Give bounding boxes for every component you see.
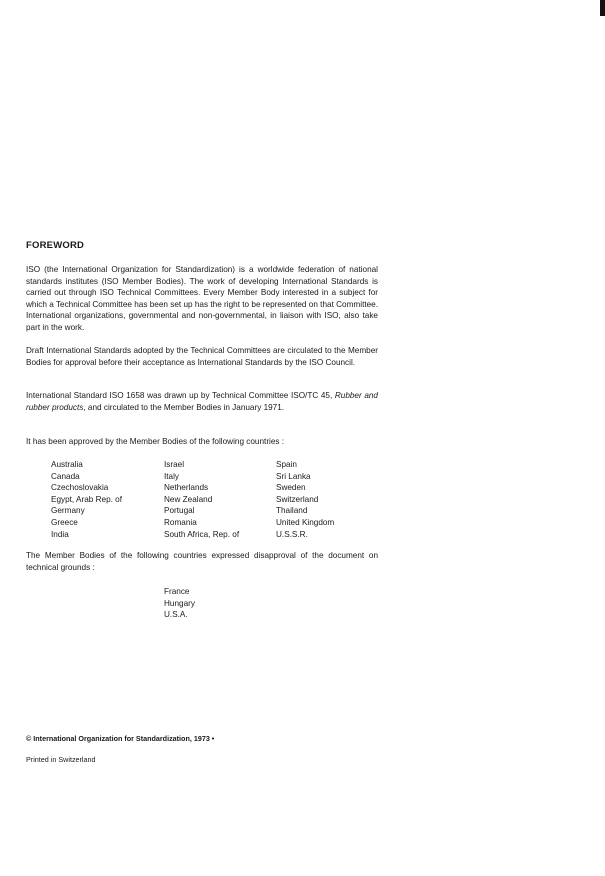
disapproving-countries-list — [164, 586, 195, 621]
printed-notice: Printed in Switzerland — [26, 755, 96, 764]
country-name: Portugal — [164, 506, 195, 516]
paragraph-standard-origin-end: , and circulated to the Member Bodies in January 1971. — [83, 402, 285, 412]
foreword-heading: FOREWORD — [26, 240, 85, 251]
paragraph-standard-origin — [26, 390, 378, 413]
country-name: South Africa, Rep. of — [164, 529, 240, 539]
approving-countries-column-1 — [51, 459, 122, 540]
country-name: Australia — [51, 460, 83, 469]
country-name: Sweden — [276, 483, 306, 493]
paragraph-draft-standards: Draft International Standards adopted by the Technical Committees are circulated to the Member Bodies for approval before their acceptance as International Standards by the ISO Council. — [26, 346, 378, 367]
country-name: Germany — [51, 506, 85, 516]
country-name: Italy — [164, 471, 180, 481]
committee-title: Rubber and rubber products — [26, 391, 378, 412]
country-name: U.S.S.R. — [276, 529, 308, 539]
country-name: New Zealand — [164, 494, 213, 504]
country-name: Hungary — [164, 598, 195, 608]
country-name: Greece — [51, 517, 78, 527]
country-name: Czechoslovakia — [51, 483, 109, 493]
country-name: United Kingdom — [276, 517, 335, 527]
country-name: Romania — [164, 517, 197, 527]
country-name: Netherlands — [164, 483, 209, 493]
country-name: Egypt, Arab Rep. of — [51, 494, 123, 504]
country-name: U.S.A. — [164, 610, 188, 620]
paragraph-approval: It has been approved by the Member Bodies of the following countries : — [26, 437, 285, 446]
approving-countries-column-3 — [276, 459, 334, 540]
paragraph-standard-origin-start: International Standard ISO 1658 was drawn up by Technical Committee ISO/TC 45, — [26, 391, 335, 400]
country-name: France — [164, 587, 190, 596]
paragraph-iso-intro: ISO (the International Organization for Standardization) is a worldwide federation of national standards institutes (ISO Member Bodies). The work of developing International Standards is carried out through ISO Technical Committees. Every Member Body interested in a subject for which a Technical Committee has been set up has the right to be represented on that Committee. International organizations, governmental and non-governmental, in liaison with ISO, also take part in the work. — [26, 265, 378, 332]
paragraph-disapproval: The Member Bodies of the following countries expressed disapproval of the document on technical grounds : — [26, 551, 378, 572]
corner-registration-mark — [600, 0, 605, 16]
country-name: Canada — [51, 471, 80, 481]
country-name: Thailand — [276, 506, 308, 516]
country-name: Sri Lanka — [276, 471, 311, 481]
approving-countries-column-2 — [164, 459, 239, 540]
country-name: Switzerland — [276, 494, 319, 504]
copyright-notice: © International Organization for Standardization, 1973 • — [26, 734, 215, 743]
country-name: Spain — [276, 460, 297, 469]
country-name: Israel — [164, 460, 185, 469]
country-name: India — [51, 529, 69, 539]
